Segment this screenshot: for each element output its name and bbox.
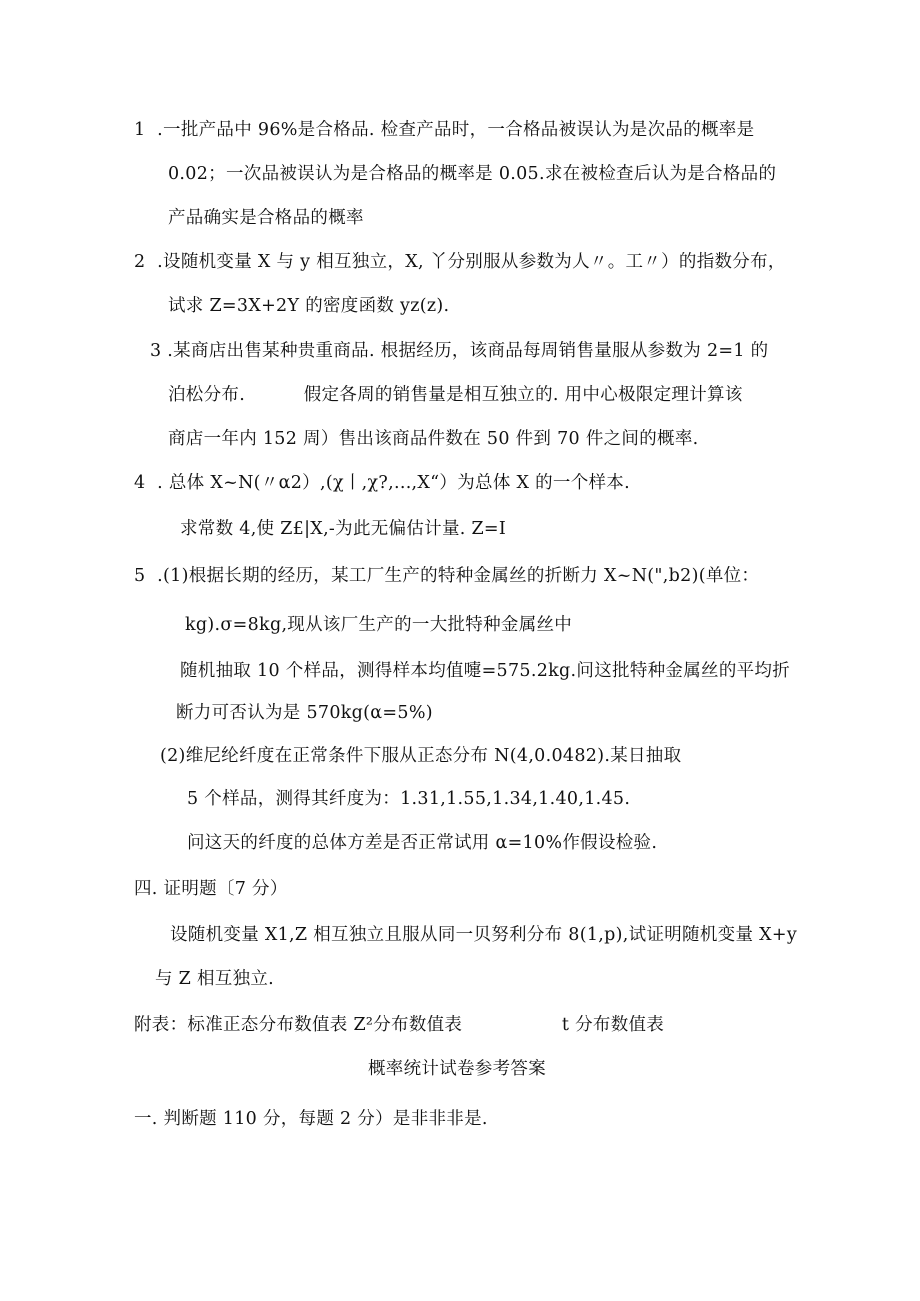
text-line: (2)维尼纶纤度在正常条件下服从正态分布 N(4,0.0482).某日抽取 (160, 746, 682, 766)
text-line: 5 个样品，测得其纤度为：1.31,1.55,1.34,1.40,1.45. (187, 789, 631, 809)
text-line: 试求 Z=3X+2Y 的密度函数 yz(z). (168, 296, 450, 316)
text-line: 产品确实是合格品的概率 (168, 208, 364, 228)
answer-title: 概率统计试卷参考答案 (368, 1059, 546, 1079)
text-line: kg).σ=8kg,现从该厂生产的一大批特种金属丝中 (185, 615, 573, 635)
text-line: 求常数 4,使 Z£|X,-为此无偏估计量. Z=I (180, 519, 507, 539)
text-line: 与 Z 相互独立. (155, 969, 275, 989)
section-heading: 四. 证明题〔7 分） (134, 879, 288, 899)
text-line: 1 .一批产品中 96%是合格品. 检查产品时，一合格品被误认为是次品的概率是 (134, 120, 755, 140)
text-line: 随机抽取 10 个样品，测得样本均值嚏=575.2kg.问这批特种金属丝的平均折 (180, 661, 791, 681)
text-line: 0.02；一次品被误认为是合格品的概率是 0.05.求在被检查后认为是合格品的 (168, 164, 777, 184)
text-line: 4 . 总体 X~N(〃α2）,(χ丨,χ?,...,X“）为总体 X 的一个样本. (134, 473, 630, 493)
text-line: 设随机变量 X1,Z 相互独立且服从同一贝努利分布 8(1,p),试证明随机变量 X+y (170, 925, 798, 945)
appendix-line: 附表：标准正态分布数值表 Z²分布数值表 t 分布数值表 (134, 1015, 665, 1035)
text-line: 3 .某商店出售某种贵重商品. 根据经历，该商品每周销售量服从参数为 2=1 的 (150, 341, 769, 361)
text-line: 问这天的纤度的总体方差是否正常试用 α=10%作假设检验. (187, 833, 658, 853)
text-line: 5 .(1)根据长期的经历，某工厂生产的特种金属丝的折断力 X~N(",b2)(单位： (134, 566, 760, 586)
text-line: 商店一年内 152 周）售出该商品件数在 50 件到 70 件之间的概率. (168, 429, 699, 449)
text-line: 2 .设随机变量 X 与 y 相互独立，X, 丫分别服从参数为人〃。工〃）的指数分布， (134, 252, 786, 272)
text-line: 一. 判断题 110 分，每题 2 分）是非非非是. (134, 1109, 488, 1129)
text-line: 断力可否认为是 570kg(α=5%) (176, 703, 433, 723)
text-line: 泊松分布. 假定各周的销售量是相互独立的. 用中心极限定理计算该 (168, 385, 743, 405)
